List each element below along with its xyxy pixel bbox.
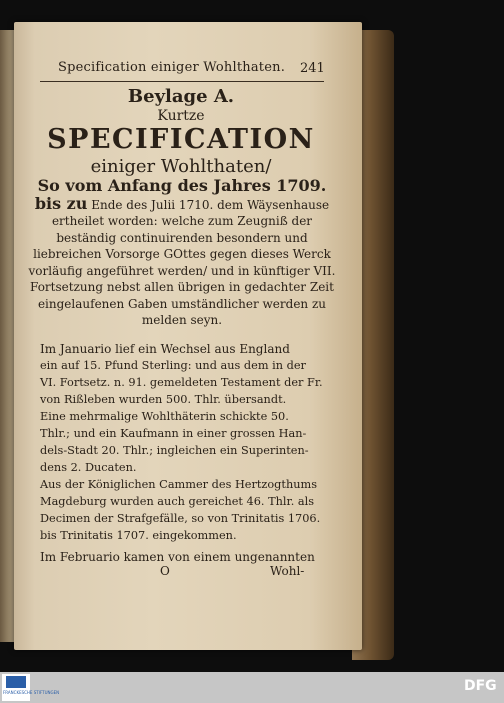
body-line: bis Trinitatis 1707. eingekommen.: [40, 529, 237, 542]
body-line: Im Januario lief ein Wechsel aus England: [40, 342, 290, 356]
body-line: Magdeburg wurden auch gereichet 46. Thlr. als: [40, 495, 315, 508]
appendix-label: Beylage A.: [127, 86, 235, 107]
viewer-footer-bar: [0, 672, 504, 703]
page-title: SPECIFICATION: [47, 124, 315, 155]
body-line: Im Februario kamen von einem ungenannten: [40, 550, 315, 564]
body-line: Thlr.; und ein Kaufmann in einer grossen Han-: [40, 427, 307, 440]
body-line: ein auf 15. Pfund Sterling: und aus dem in der: [40, 359, 306, 372]
page-number: 241: [300, 61, 325, 76]
body-line: Decimen der Strafgefälle, so von Trinitatis 1706.: [40, 512, 321, 525]
body-line: dens 2. Ducaten.: [40, 461, 137, 474]
page-subtitle: einiger Wohlthaten/: [90, 156, 272, 177]
body-line: von Rißleben wurden 500. Thlr. übersandt.: [40, 393, 287, 406]
body-line: Aus der Königlichen Cammer des Hertzogthums: [40, 478, 318, 491]
body-line: Eine mehrmalige Wohlthäterin schickte 50.: [40, 410, 289, 423]
library-logo-text: FRANCKESCHE STIFTUNGEN: [3, 690, 60, 695]
body-line: dels-Stadt 20. Thlr.; ingleichen ein Superinten-: [40, 444, 309, 457]
catchword-right: Wohl-: [270, 564, 305, 578]
intro-paragraph: [28, 178, 336, 329]
intro-rest: Ende des Julii 1710. dem Wäysenhause ertheilet worden: welche zum Zeugniß der beständig continuirenden besondern und liebreichen Vorsorge GOttes gegen dieses Werck vorläufig angeführet werden/ und in künftiger VII. Fortsetzung nebst allen übrigen in gedachter Zeit eingelaufenen Gaben umständlicher werden zu melden seyn.: [28, 197, 336, 327]
dfg-logo[interactable]: DFG: [464, 678, 497, 694]
intro-lead: So vom Anfang des Jahres 1709. bis zu: [34, 176, 327, 213]
body-line: VI. Fortsetz. n. 91. gemeldeten Testament der Fr.: [40, 376, 323, 389]
header-rule: [40, 81, 324, 82]
library-logo-mark: [6, 676, 26, 688]
running-head: Specification einiger Wohlthaten.: [58, 60, 286, 75]
catchword-left: O: [160, 564, 170, 578]
kurtze-label: Kurtze: [157, 108, 205, 124]
